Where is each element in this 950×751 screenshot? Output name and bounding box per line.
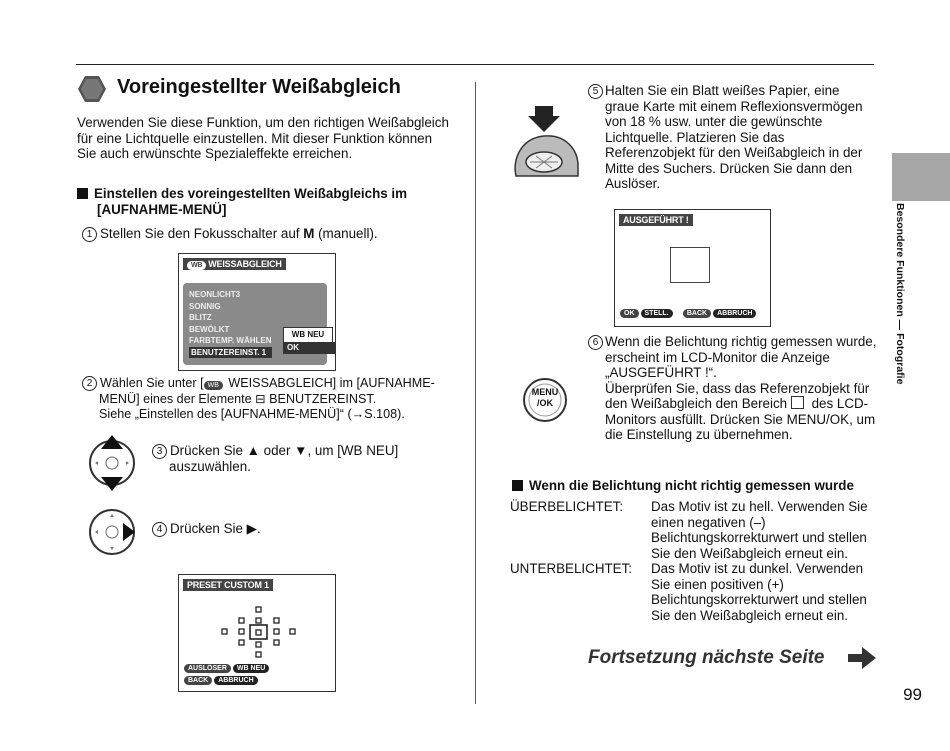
step-2: 2 Wählen Sie unter [ WB WEISSABGLEICH] im [AUFNAHME- MENÜ] eines der Elemente ⊟ BENUTZEREINST. Siehe „Einstellen des [AUFNAHME-MENÜ]“ (→S.108). <box>82 376 472 423</box>
focus-grid-icon <box>219 605 299 659</box>
lcd-preset-custom <box>178 574 336 692</box>
arrow-up-icon: ▲ <box>246 443 260 458</box>
wb-icon: WB <box>204 381 223 390</box>
square-bullet-icon <box>77 188 88 199</box>
reference-frame <box>670 247 710 283</box>
dpad-icon <box>87 433 137 493</box>
step-6: 6 <box>588 334 606 350</box>
lcd1-list: NEONLICHT3 SONNIG BLITZ BEWÖLKT FARBTEMP. WÄHLEN BENUTZEREINST. 1 <box>183 283 327 365</box>
step-4: 4 Drücken Sie ▶. <box>152 521 352 537</box>
frame-square-icon <box>791 396 804 409</box>
step-1: 1 Stellen Sie den Fokusschalter auf M (manuell). <box>82 226 462 242</box>
lcd2-row-abbruch: BACK ABBRUCH <box>184 675 260 685</box>
step-3: 3 Drücken Sie ▲ oder ▼, um [WB NEU] auszuwählen. <box>152 443 442 475</box>
shutter-press-icon <box>510 106 582 178</box>
arrow-ref-icon: → <box>351 407 365 421</box>
under-text: Das Motiv ist zu dunkel. Verwenden Sie einen positiven (+) Belichtungskorrekturwert und stellen Sie den Weißabgleich erneut ein. <box>651 561 867 623</box>
arrow-right-icon: ▶ <box>246 521 257 536</box>
wb-neu-popup: WB NEU <box>283 327 333 343</box>
arrow-down-icon: ▼ <box>294 443 308 458</box>
ok-popup: OK <box>283 342 335 354</box>
step-5: 5 <box>588 83 878 99</box>
custom-wb-icon: ⊟ <box>255 391 266 406</box>
subhead-exposure: Wenn die Belichtung nicht richtig gemessen wurde <box>512 478 892 494</box>
top-rule <box>76 64 874 65</box>
under-label: UNTERBELICHTET: <box>510 561 633 576</box>
intro-text: Verwenden Sie diese Funktion, um den richtigen Weißabgleich für eine Lichtquelle einzustellen. Mit dieser Funktion können Sie auch erwünschte Spezialeffekte erreichen. <box>77 115 449 161</box>
lcd-wb-menu <box>178 253 336 371</box>
page-number: 99 <box>903 685 922 704</box>
section-label: Besondere Funktionen — Fotografie <box>894 203 906 385</box>
lcd2-row-wbneu: AUSLÖSER WB NEU <box>184 663 271 673</box>
section-tab <box>892 153 950 201</box>
lcd3-row: OK STELL. BACK ABBRUCH <box>620 308 758 318</box>
subhead-settings: Einstellen des voreingestellten Weißabgleichs im [AUFNAHME-MENÜ] <box>77 186 457 217</box>
column-divider <box>475 82 476 704</box>
lcd2-header: PRESET CUSTOM 1 <box>183 579 273 591</box>
dpad-right-icon <box>87 507 137 557</box>
square-bullet-icon <box>512 480 523 491</box>
lcd3-header: AUSGEFÜHRT ! <box>619 214 693 226</box>
over-text: Das Motiv ist zu hell. Verwenden Sie einen negativen (–) Belichtungskorrekturwert und stellen Sie den Weißabgleich erneut ein. <box>651 499 868 561</box>
over-label: ÜBERBELICHTET: <box>510 499 624 514</box>
arrow-continue-icon <box>848 647 876 669</box>
step-6-text: Wenn die Belichtung richtig gemessen wurde, erscheint im LCD-Monitor die Anzeige „AUSGEFÜHRT !“. Überprüfen Sie, dass das Referenzobjekt für den Weißabgleich den Bereich des LCD-Monitors ausfüllt. Drücken Sie MENU/OK, um die Einstellung zu übernehmen. <box>605 334 877 442</box>
continue-next-page: Fortsetzung nächste Seite <box>588 647 825 668</box>
page-title: Voreingestellter Weißabgleich <box>117 76 401 98</box>
step-5-text: Halten Sie ein Blatt weißes Papier, eine graue Karte mit einem Reflexionsvermögen von 18 % usw. unter die gewünschte Lichtquelle. Platzieren Sie das Referenzobjekt für den Weißabgleich in der Mitte des Suchers. Drücken Sie dann den Auslöser. <box>605 83 863 191</box>
hexagon-icon <box>77 75 107 103</box>
menu-ok-label: MENU /OK <box>531 387 559 408</box>
lcd-ausgefuehrt <box>614 209 771 327</box>
lcd1-header: WB WEISSABGLEICH <box>183 258 286 270</box>
